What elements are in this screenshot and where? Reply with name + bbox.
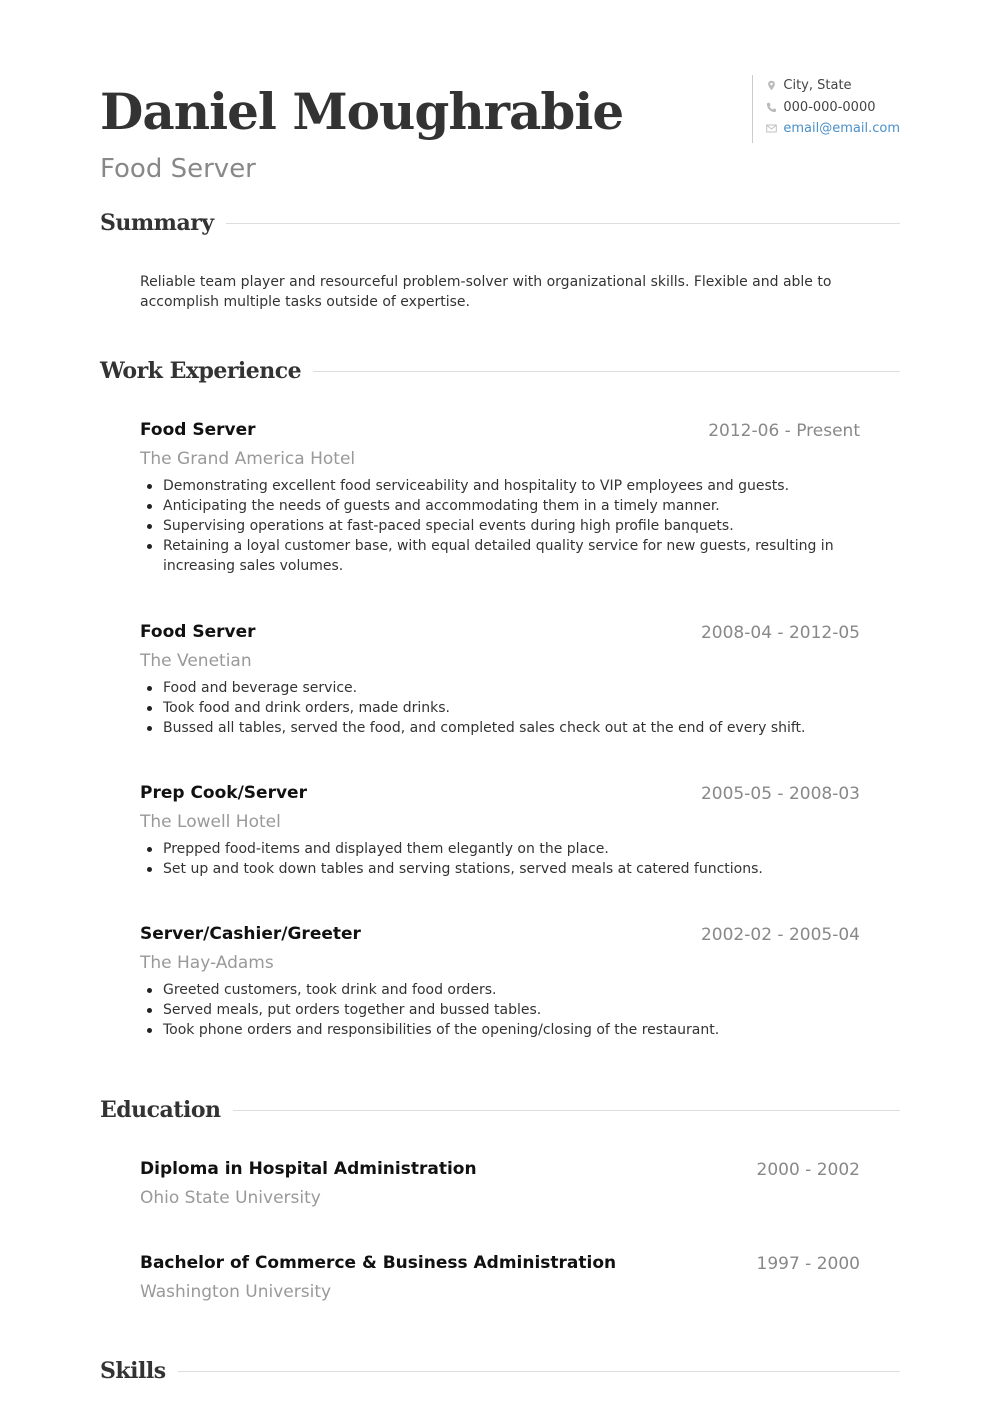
duty-item: Set up and took down tables and serving stations, served meals at catered functions. — [140, 859, 860, 879]
employer: The Hay-Adams — [140, 953, 274, 973]
job-duties — [140, 839, 860, 879]
location-text: City, State — [783, 78, 852, 94]
employer: The Venetian — [140, 651, 252, 671]
school-name: Washington University — [140, 1282, 332, 1302]
duty-item: Demonstrating excellent food serviceability and hospitality to VIP employees and guests. — [140, 476, 860, 496]
job-title: Food Server — [100, 154, 256, 184]
section-title: Summary — [100, 210, 214, 236]
contact-info — [752, 75, 900, 143]
email-link[interactable]: email@email.com — [783, 121, 900, 137]
section-work-heading — [100, 356, 900, 386]
job-duties — [140, 476, 860, 576]
envelope-icon — [765, 123, 777, 135]
job-dates: 2008-04 - 2012-05 — [700, 623, 860, 643]
duty-item: Prepped food-items and displayed them elegantly on the place. — [140, 839, 860, 859]
phone-text: 000-000-0000 — [783, 99, 876, 115]
school-name: Ohio State University — [140, 1188, 321, 1208]
section-education-heading — [100, 1095, 900, 1125]
duty-item: Took phone orders and responsibilities of the opening/closing of the restaurant. — [140, 1020, 860, 1040]
summary-text: Reliable team player and resourceful problem-solver with organizational skills. Flexible and able to accomplish multiple tasks outside of expertise. — [140, 274, 832, 310]
candidate-name: Daniel Moughrabie — [100, 82, 624, 141]
education-dates: 1997 - 2000 — [756, 1254, 860, 1274]
contact-location — [765, 75, 900, 97]
resume-header — [100, 80, 900, 190]
section-title: Work Experience — [100, 358, 302, 384]
degree-name: Bachelor of Commerce & Business Administration — [140, 1253, 617, 1273]
section-summary-heading — [100, 208, 900, 238]
section-divider — [226, 223, 900, 224]
job-dates: 2012-06 - Present — [708, 421, 860, 441]
duty-item: Retaining a loyal customer base, with equal detailed quality service for new guests, resulting in increasing sales volumes. — [140, 536, 860, 576]
section-divider — [233, 1110, 901, 1111]
education-entry — [140, 1157, 860, 1210]
work-entry — [140, 781, 860, 879]
employer: The Lowell Hotel — [140, 812, 281, 832]
map-pin-icon — [765, 80, 777, 92]
job-dates: 2002-02 - 2005-04 — [700, 925, 860, 945]
section-divider — [178, 1371, 900, 1372]
job-dates: 2005-05 - 2008-03 — [700, 784, 860, 804]
job-duties — [140, 678, 860, 738]
duty-item: Took food and drink orders, made drinks. — [140, 698, 860, 718]
job-role: Food Server — [140, 420, 256, 440]
job-role: Food Server — [140, 622, 256, 642]
contact-phone — [765, 97, 900, 119]
section-title: Skills — [100, 1358, 166, 1384]
education-dates: 2000 - 2002 — [756, 1160, 860, 1180]
work-entry — [140, 922, 860, 1040]
job-duties — [140, 980, 860, 1040]
duty-item: Food and beverage service. — [140, 678, 860, 698]
duty-item: Greeted customers, took drink and food orders. — [140, 980, 860, 1000]
duty-item: Supervising operations at fast-paced special events during high profile banquets. — [140, 516, 860, 536]
duty-item: Bussed all tables, served the food, and completed sales check out at the end of every shift. — [140, 718, 860, 738]
section-title: Education — [100, 1097, 221, 1123]
education-entry — [140, 1251, 860, 1304]
job-role: Server/Cashier/Greeter — [140, 924, 361, 944]
contact-email[interactable] — [765, 118, 900, 140]
work-entry — [140, 418, 860, 576]
work-entry — [140, 620, 860, 738]
duty-item: Served meals, put orders together and bussed tables. — [140, 1000, 860, 1020]
job-role: Prep Cook/Server — [140, 783, 307, 803]
degree-name: Diploma in Hospital Administration — [140, 1159, 477, 1179]
section-divider — [313, 371, 900, 372]
duty-item: Anticipating the needs of guests and accommodating them in a timely manner. — [140, 496, 860, 516]
section-skills-heading — [100, 1356, 900, 1386]
phone-icon — [765, 101, 777, 113]
employer: The Grand America Hotel — [140, 449, 356, 469]
